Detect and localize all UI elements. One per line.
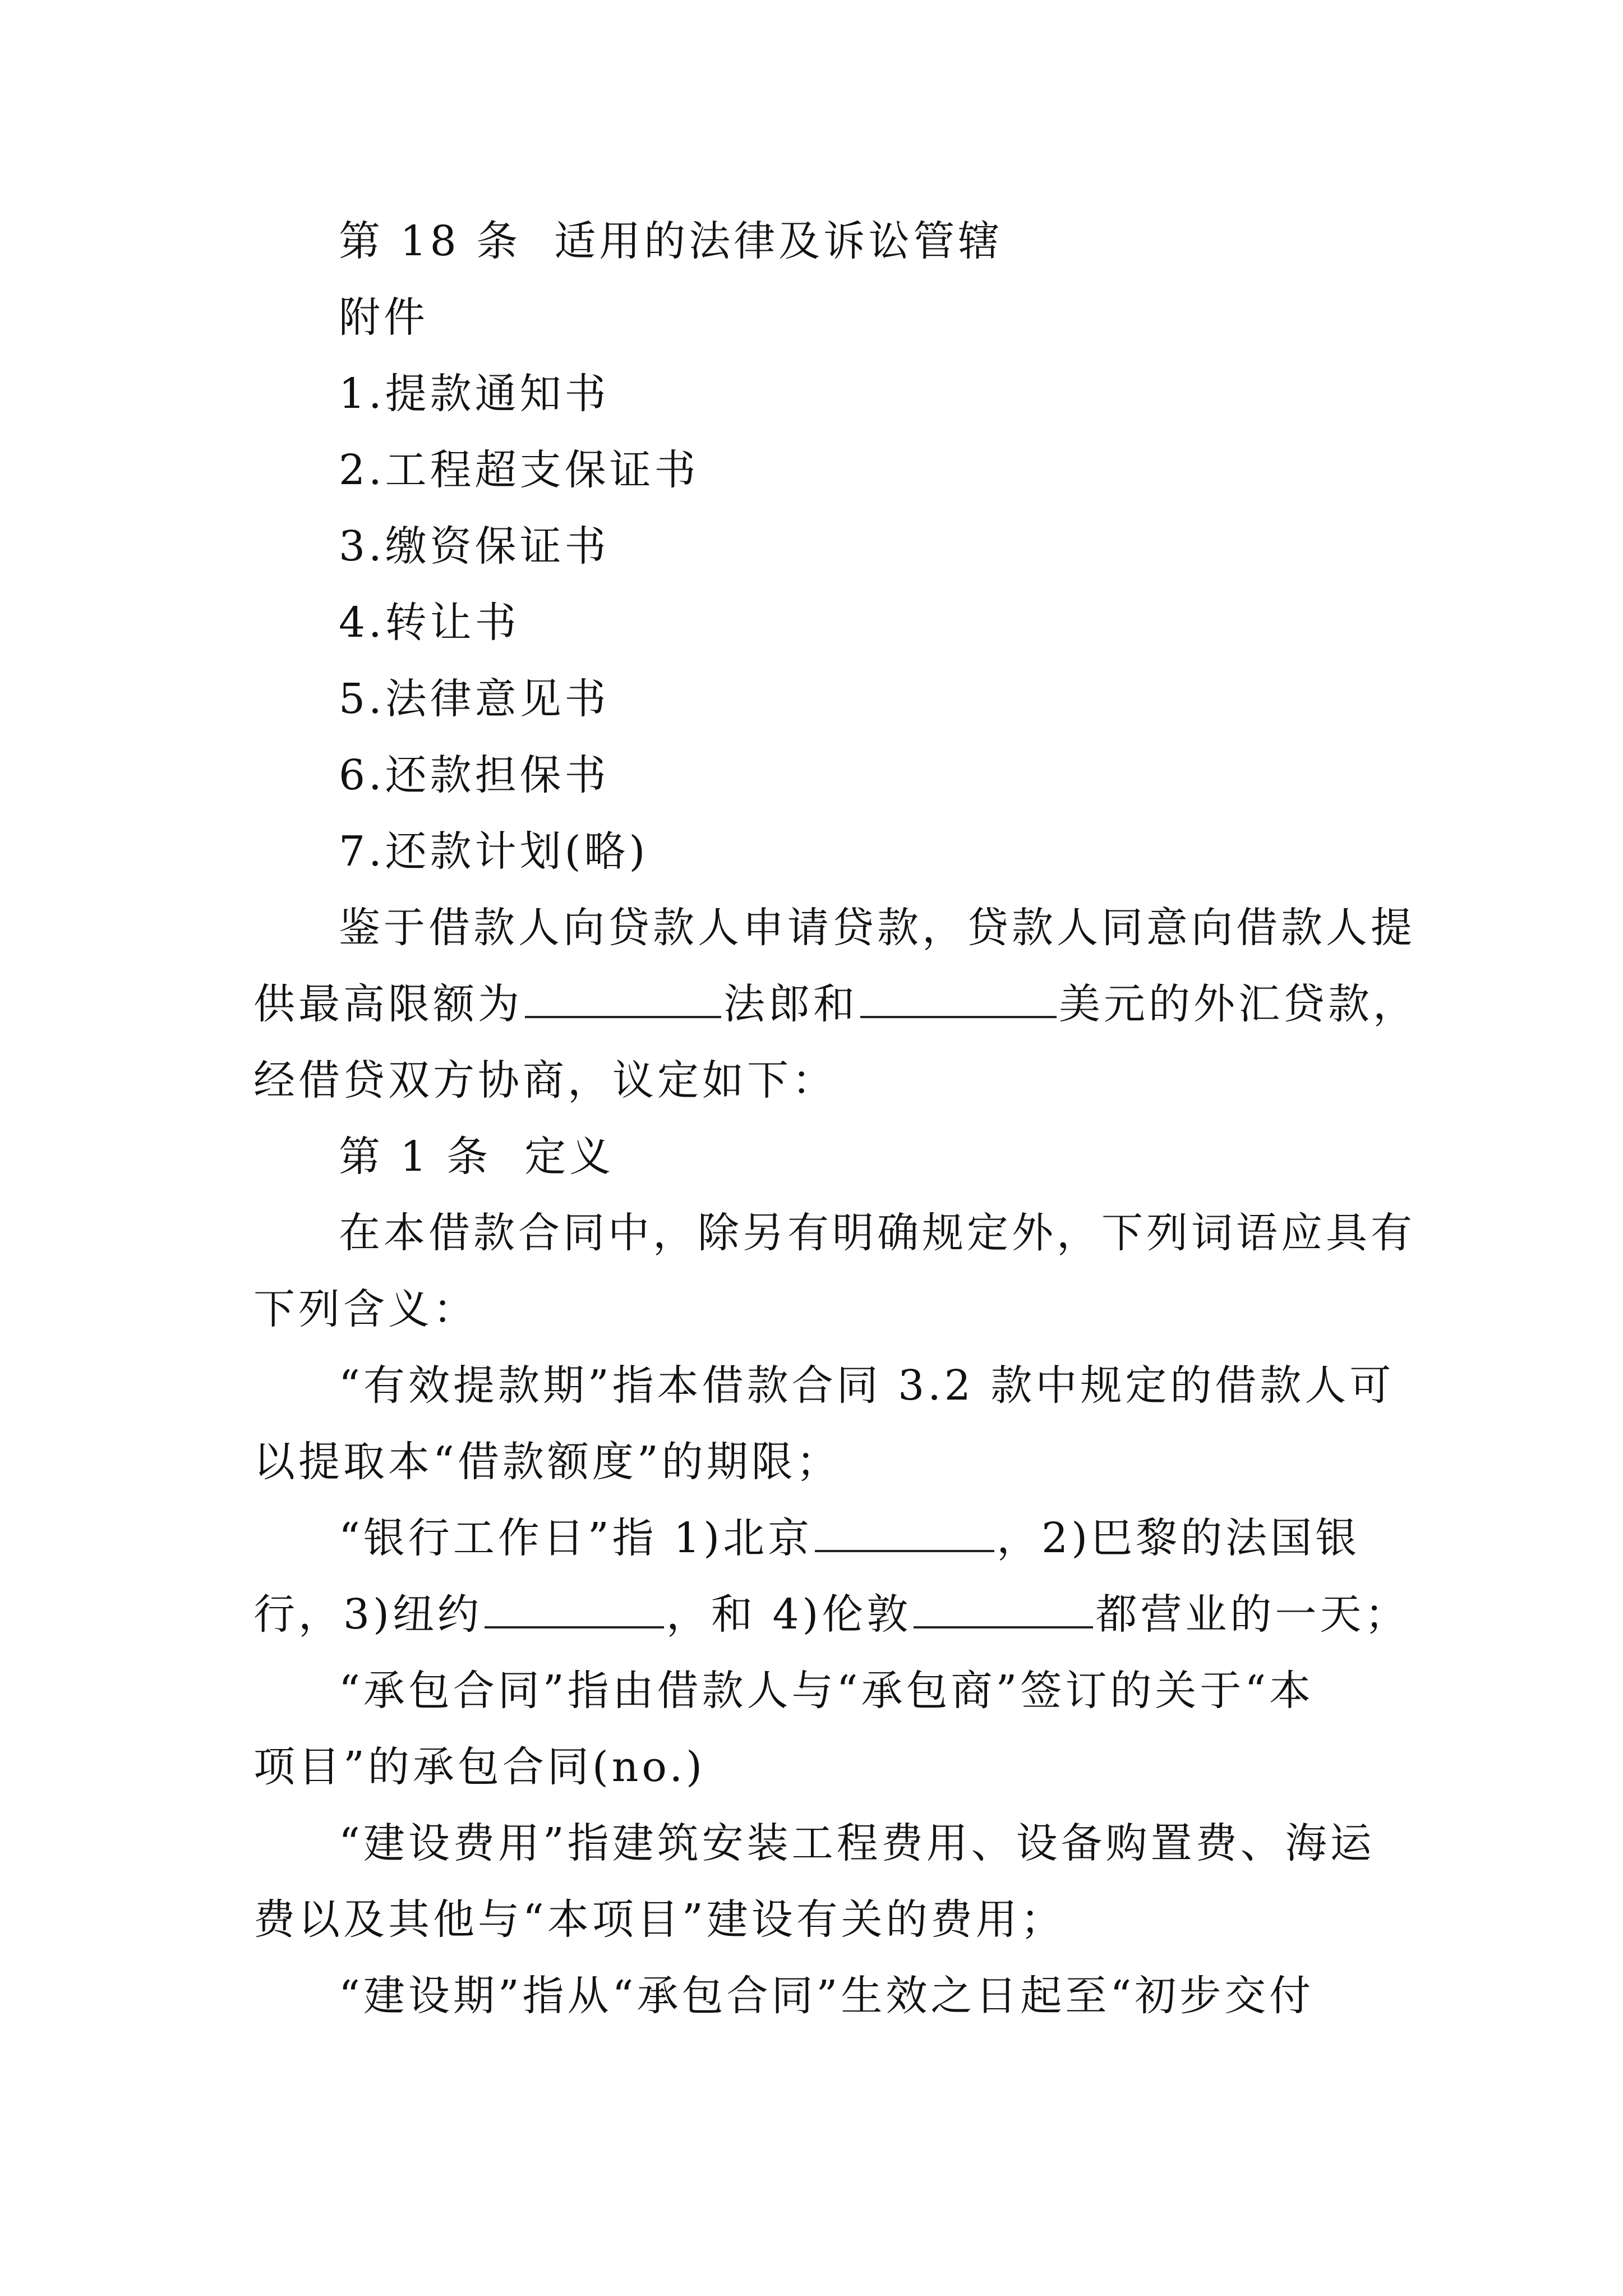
fill-in-blank[interactable] <box>860 977 1057 1018</box>
definition-text: ，和 4)伦敦 <box>666 1590 912 1639</box>
appendix-item: 1.提款通知书 <box>339 370 610 418</box>
fill-in-blank[interactable] <box>525 977 721 1018</box>
definition-text: 都营业的一天； <box>1095 1590 1410 1639</box>
preamble-text: 美元的外汇贷款， <box>1059 980 1418 1028</box>
definition-line <box>253 1586 1409 1642</box>
definition-line: “建设费用”指建筑安装工程费用、设备购置费、海运 <box>339 1819 1375 1867</box>
preamble-text: 供最高限额为 <box>253 980 523 1028</box>
definition-text: “银行工作日”指 1)北京 <box>339 1514 813 1562</box>
definition-line: “有效提款期”指本借款合同 3.2 款中规定的借款人可 <box>339 1361 1395 1410</box>
appendix-item: 4.转让书 <box>339 599 520 647</box>
article-1-heading: 第 1 条 定义 <box>339 1133 615 1181</box>
definition-text: ，2)巴黎的法国银 <box>997 1514 1361 1562</box>
fill-in-blank[interactable] <box>815 1511 994 1552</box>
fill-in-blank[interactable] <box>914 1587 1093 1628</box>
article-18-heading: 第 18 条 适用的法律及诉讼管辖 <box>339 217 1003 265</box>
preamble-text: 法郎和 <box>723 980 858 1028</box>
appendix-item: 6.还款担保书 <box>339 751 610 799</box>
preamble-line: 鉴于借款人向贷款人申请贷款，贷款人同意向借款人提 <box>339 904 1415 952</box>
definition-line: “承包合同”指由借款人与“承包商”签订的关于“本 <box>339 1667 1315 1715</box>
appendix-title: 附件 <box>339 293 428 342</box>
definition-line: 费以及其他与“本项目”建设有关的费用； <box>253 1895 1066 1944</box>
appendix-item: 2.工程超支保证书 <box>339 446 699 494</box>
definitions-intro-line: 在本借款合同中，除另有明确规定外，下列词语应具有 <box>339 1209 1415 1257</box>
definitions-intro-line: 下列含义： <box>253 1285 478 1333</box>
appendix-item: 3.缴资保证书 <box>339 522 610 570</box>
definition-line: 以提取本“借款额度”的期限； <box>253 1438 841 1486</box>
fill-in-blank[interactable] <box>485 1587 664 1628</box>
definition-text: 行，3)纽约 <box>253 1590 482 1639</box>
preamble-line <box>253 976 1418 1032</box>
appendix-item: 5.法律意见书 <box>339 675 610 723</box>
definition-line: “建设期”指从“承包合同”生效之日起至“初步交付 <box>339 1972 1315 2020</box>
definition-line: 项目”的承包合同(no.) <box>253 1743 706 1791</box>
appendix-item: 7.还款计划(略) <box>339 827 649 876</box>
definition-line <box>339 1510 1360 1566</box>
preamble-line: 经借贷双方协商，议定如下： <box>253 1056 837 1105</box>
